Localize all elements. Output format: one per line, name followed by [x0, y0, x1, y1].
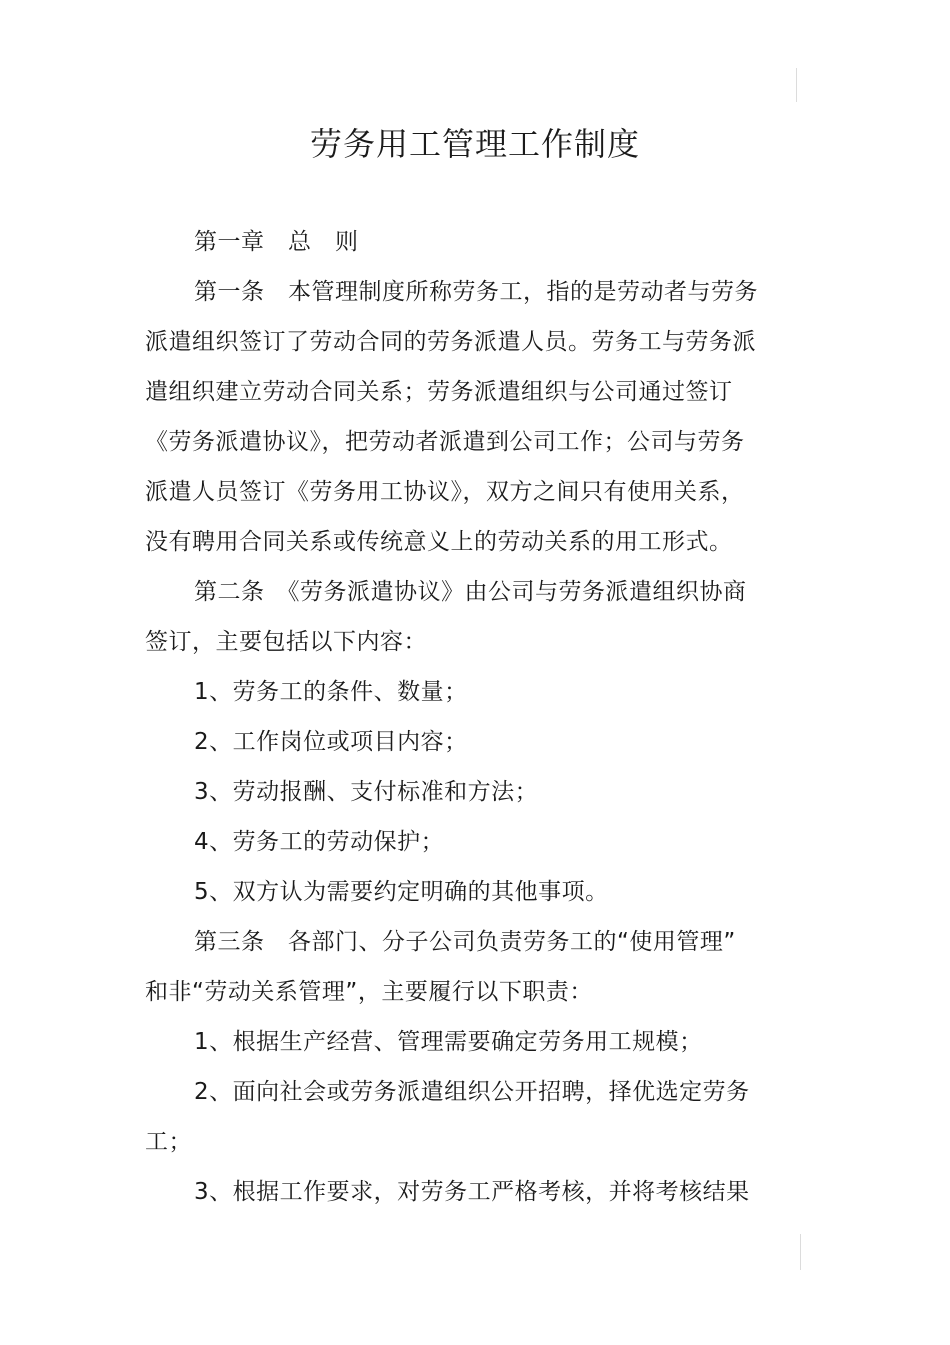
article-1-line-1: 第一条 本管理制度所称劳务工，指的是劳动者与劳务	[194, 279, 758, 305]
page-edge-mark-top	[796, 68, 797, 102]
article-3-item-3: 3、根据工作要求，对劳务工严格考核，并将考核结果	[194, 1179, 750, 1205]
article-1-line-5: 派遣人员签订《劳务用工协议》，双方之间只有使用关系，	[145, 479, 745, 505]
document-title: 劳务用工管理工作制度	[309, 125, 640, 163]
article-2-item-3: 3、劳动报酬、支付标准和方法；	[194, 779, 539, 805]
article-3-item-1: 1、根据生产经营、管理需要确定劳务用工规模；	[194, 1029, 703, 1055]
article-2-line-1: 第二条 《劳务派遣协议》由公司与劳务派遣组织协商	[194, 579, 747, 605]
article-2-item-2: 2、工作岗位或项目内容；	[194, 729, 468, 755]
article-1-line-2: 派遣组织签订了劳动合同的劳务派遣人员。劳务工与劳务派	[145, 329, 756, 355]
article-3-item-2-cont: 工；	[145, 1129, 192, 1155]
article-1-line-6: 没有聘用合同关系或传统意义上的劳动关系的用工形式。	[145, 529, 733, 555]
article-2-item-1: 1、劳务工的条件、数量；	[194, 679, 468, 705]
article-2-item-5: 5、双方认为需要约定明确的其他事项。	[194, 879, 609, 905]
article-2-line-2: 签订，主要包括以下内容：	[145, 629, 427, 655]
article-3-line-2: 和非“劳动关系管理”，主要履行以下职责：	[145, 979, 593, 1005]
article-1-line-3: 遣组织建立劳动合同关系；劳务派遣组织与公司通过签订	[145, 379, 733, 405]
article-2-item-4: 4、劳务工的劳动保护；	[194, 829, 445, 855]
article-3-item-2: 2、面向社会或劳务派遣组织公开招聘，择优选定劳务	[194, 1079, 750, 1105]
chapter-heading: 第一章 总 则	[194, 229, 359, 255]
article-3-line-1: 第三条 各部门、分子公司负责劳务工的“使用管理”	[194, 929, 736, 955]
page-edge-mark-bottom	[800, 1234, 801, 1270]
article-1-line-4: 《劳务派遣协议》，把劳动者派遣到公司工作；公司与劳务	[145, 429, 745, 455]
